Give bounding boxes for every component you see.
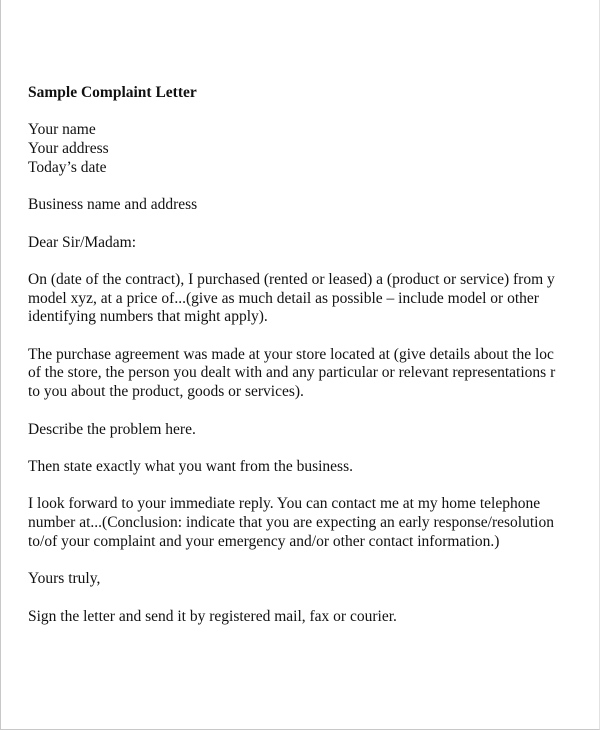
sender-address: Your address — [28, 140, 109, 158]
recipient-line: Business name and address — [28, 196, 198, 214]
sender-name: Your name — [28, 121, 96, 139]
instruction: Sign the letter and send it by registered mail, fax or courier. — [28, 607, 397, 625]
paragraph-line: identifying numbers that might apply). — [28, 308, 268, 326]
paragraph-line: I look forward to your immediate reply. You can contact me at my home telephone — [28, 495, 541, 513]
paragraph-purchase — [28, 271, 600, 327]
paragraph-request — [28, 458, 600, 477]
paragraph-agreement — [28, 346, 600, 402]
closing-block — [28, 570, 600, 589]
closing: Yours truly, — [28, 570, 101, 588]
paragraph-conclusion — [28, 495, 600, 551]
paragraph-line: number at...(Conclusion: indicate that you are expecting an early response/resolution — [28, 514, 554, 532]
paragraph-line: On (date of the contract), I purchased (rented or leased) a (product or service) from y — [28, 270, 555, 288]
paragraph-line: to/of your complaint and your emergency and/or other contact information.) — [28, 532, 500, 550]
paragraph-problem — [28, 421, 600, 440]
salutation-block — [28, 234, 600, 253]
salutation: Dear Sir/Madam: — [28, 233, 137, 251]
sender-block — [28, 121, 600, 177]
paragraph-line: of the store, the person you dealt with and any particular or relevant representations r — [28, 364, 556, 382]
paragraph-line: Describe the problem here. — [28, 420, 196, 438]
letter-body — [28, 84, 600, 645]
paragraph-line: Then state exactly what you want from the business. — [28, 457, 353, 475]
letter-title: Sample Complaint Letter — [28, 84, 197, 101]
instruction-block — [28, 608, 600, 627]
paragraph-line: model xyz, at a price of...(give as much detail as possible – include model or other — [28, 289, 539, 307]
letter-date: Today’s date — [28, 158, 107, 176]
paragraph-line: to you about the product, goods or services). — [28, 383, 304, 401]
recipient-block — [28, 196, 600, 215]
paragraph-line: The purchase agreement was made at your store located at (give details about the loc — [28, 345, 554, 363]
